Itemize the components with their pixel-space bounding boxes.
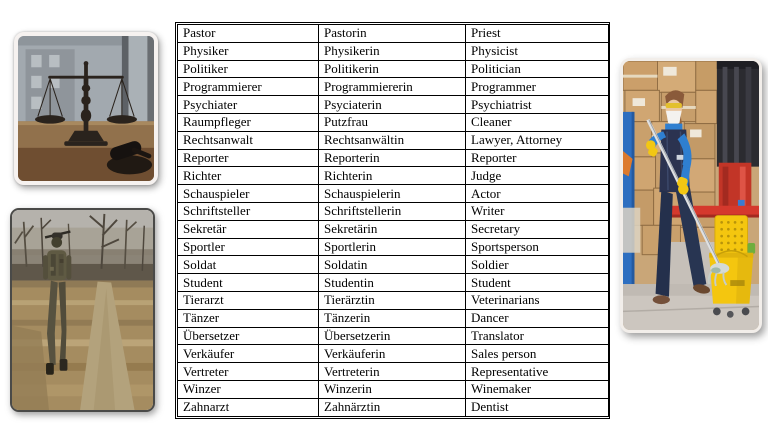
table-cell: Richter xyxy=(178,167,319,185)
table-row xyxy=(178,291,609,309)
table-cell: Soldier xyxy=(466,256,609,274)
table-cell: Pastorin xyxy=(319,25,466,43)
table-cell: Rechtsanwältin xyxy=(319,131,466,149)
cleaner-photo xyxy=(620,58,762,333)
table-cell: Priest xyxy=(466,25,609,43)
table-cell: Actor xyxy=(466,185,609,203)
torn-label xyxy=(623,208,640,253)
table-cell: Zahnarzt xyxy=(178,398,319,416)
table-cell: Rechtsanwalt xyxy=(178,131,319,149)
soldier-photo-art xyxy=(12,210,153,410)
table-row xyxy=(178,309,609,327)
table-cell: Psychiatrist xyxy=(466,96,609,114)
table-row xyxy=(178,25,609,43)
table-cell: Verkäuferin xyxy=(319,345,466,363)
table-cell: Schauspielerin xyxy=(319,185,466,203)
table-cell: Physikerin xyxy=(319,42,466,60)
table-cell: Physicist xyxy=(466,42,609,60)
table-cell: Programmiererin xyxy=(319,78,466,96)
table-cell: Verkäufer xyxy=(178,345,319,363)
table-row xyxy=(178,167,609,185)
table-cell: Schriftsteller xyxy=(178,202,319,220)
table-cell: Schauspieler xyxy=(178,185,319,203)
table-cell: Sportler xyxy=(178,238,319,256)
table-cell: Dancer xyxy=(466,309,609,327)
scales-photo-art xyxy=(18,36,154,181)
scales-of-justice-photo xyxy=(14,32,158,185)
table-row xyxy=(178,185,609,203)
table-cell: Representative xyxy=(466,363,609,381)
table-cell: Sekretär xyxy=(178,220,319,238)
table-cell: Winemaker xyxy=(466,380,609,398)
table-cell: Übersetzerin xyxy=(319,327,466,345)
table-row xyxy=(178,113,609,131)
table-cell: Politician xyxy=(466,60,609,78)
table-cell: Psychiater xyxy=(178,96,319,114)
table-cell: Politiker xyxy=(178,60,319,78)
forklift-mast xyxy=(717,61,759,167)
table-cell: Programmer xyxy=(466,78,609,96)
table-cell: Soldatin xyxy=(319,256,466,274)
shelf-post-edge xyxy=(632,112,635,291)
table-row xyxy=(178,398,609,416)
table-cell: Sekretärin xyxy=(319,220,466,238)
table-cell: Schriftstellerin xyxy=(319,202,466,220)
table-cell: Cleaner xyxy=(466,113,609,131)
table-row xyxy=(178,256,609,274)
table-cell: Veterinarians xyxy=(466,291,609,309)
table-cell: Tierärztin xyxy=(319,291,466,309)
table-cell: Soldat xyxy=(178,256,319,274)
table-row xyxy=(178,238,609,256)
table-cell: Putzfrau xyxy=(319,113,466,131)
table-cell: Winzer xyxy=(178,380,319,398)
table-cell: Zahnärztin xyxy=(319,398,466,416)
table-cell: Tänzer xyxy=(178,309,319,327)
table-row xyxy=(178,42,609,60)
table-cell: Psyciaterin xyxy=(319,96,466,114)
table-row xyxy=(178,274,609,292)
table-cell: Vertreterin xyxy=(319,363,466,381)
cleaner-photo-art xyxy=(623,61,759,330)
table-cell: Tierarzt xyxy=(178,291,319,309)
table-cell: Pastor xyxy=(178,25,319,43)
table-cell: Translator xyxy=(466,327,609,345)
table-cell: Sales person xyxy=(466,345,609,363)
table-row xyxy=(178,131,609,149)
table-cell: Reporter xyxy=(466,149,609,167)
table-cell: Dentist xyxy=(466,398,609,416)
table-cell: Winzerin xyxy=(319,380,466,398)
table-row xyxy=(178,380,609,398)
table-cell: Secretary xyxy=(466,220,609,238)
table-cell: Sportlerin xyxy=(319,238,466,256)
table-cell: Richterin xyxy=(319,167,466,185)
table-cell: Studentin xyxy=(319,274,466,292)
profession-vocab-table xyxy=(177,24,609,417)
table-row xyxy=(178,220,609,238)
table-cell: Reporter xyxy=(178,149,319,167)
table-row xyxy=(178,96,609,114)
table-cell: Sportsperson xyxy=(466,238,609,256)
table-row xyxy=(178,363,609,381)
table-cell: Tänzerin xyxy=(319,309,466,327)
table-row xyxy=(178,60,609,78)
table-row xyxy=(178,202,609,220)
table-cell: Judge xyxy=(466,167,609,185)
table-row xyxy=(178,78,609,96)
table-row xyxy=(178,327,609,345)
vocab-table xyxy=(175,22,610,419)
table-cell: Übersetzer xyxy=(178,327,319,345)
table-row xyxy=(178,149,609,167)
table-cell: Raumpfleger xyxy=(178,113,319,131)
table-cell: Lawyer, Attorney xyxy=(466,131,609,149)
table-cell: Programmierer xyxy=(178,78,319,96)
soldier-photo xyxy=(10,208,155,412)
field xyxy=(12,281,153,410)
table-cell: Politikerin xyxy=(319,60,466,78)
table-cell: Student xyxy=(178,274,319,292)
table-cell: Student xyxy=(466,274,609,292)
vocab-table-body xyxy=(178,25,609,417)
table-cell: Vertreter xyxy=(178,363,319,381)
table-row xyxy=(178,345,609,363)
table-cell: Physiker xyxy=(178,42,319,60)
table-cell: Reporterin xyxy=(319,149,466,167)
table-cell: Writer xyxy=(466,202,609,220)
